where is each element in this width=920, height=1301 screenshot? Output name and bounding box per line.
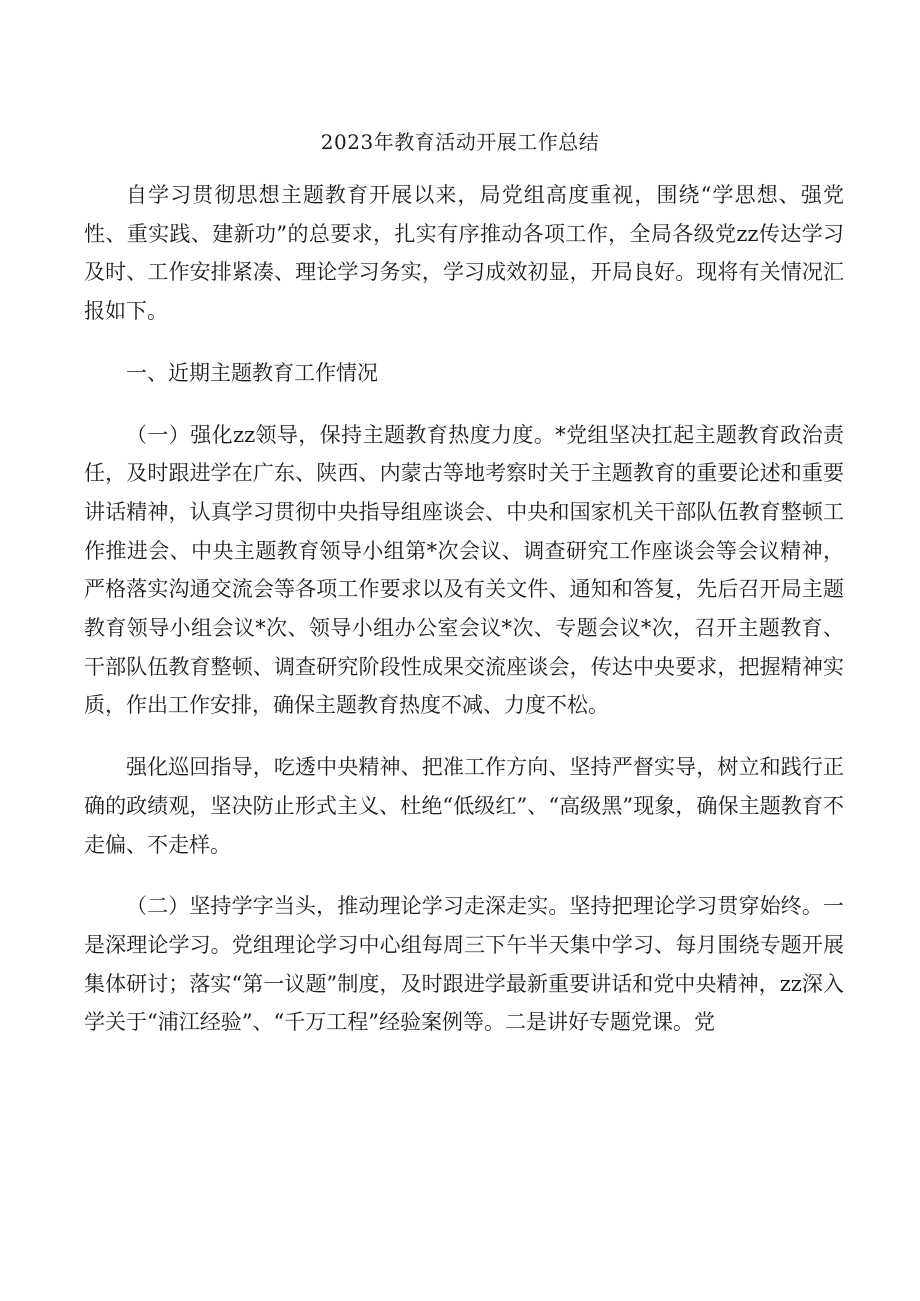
- section-heading-1: 一、近期主题教育工作情况: [126, 360, 378, 385]
- paragraph-intro: 自学习贯彻思想主题教育开展以来，局党组高度重视，围绕“学思想、强党性、重实践、建新功”的总要求，扎实有序推动各项工作，全局各级党zz传达学习及时、工作安排紧凑、理论学习务实，学习成效初显，开局良好。现将有关情况汇报如下。: [84, 183, 844, 324]
- paragraph-theory-study: （二）坚持学字当头，推动理论学习走深走实。坚持把理论学习贯穿始终。一是深理论学习。党组理论学习中心组每周三下午半天集中学习、每月围绕专题开展集体研讨；落实“第一议题”制度，及时跟进学最新重要讲话和党中央精神，zz深入学关于“浦江经验”、“千万工程”经验案例等。二是讲好专题党课。党: [84, 894, 844, 1035]
- document-body: [84, 176, 844, 1065]
- paragraph-inspection: 强化巡回指导，吃透中央精神、把准工作方向、坚持严督实导，树立和践行正确的政绩观，坚决防止形式主义、杜绝“低级红”、“高级黑”现象，确保主题教育不走偏、不走样。: [84, 755, 844, 857]
- paragraph-leadership: （一）强化zz领导，保持主题教育热度力度。*党组坚决扛起主题教育政治责任，及时跟进学在广东、陕西、内蒙古等地考察时关于主题教育的重要论述和重要讲话精神，认真学习贯彻中央指导组座谈会、中央和国家机关干部队伍教育整顿工作推进会、中央主题教育领导小组第*次会议、调查研究工作座谈会等会议精神，严格落实沟通交流会等各项工作要求以及有关文件、通知和答复，先后召开局主题教育领导小组会议*次、领导小组办公室会议*次、专题会议*次，召开主题教育、干部队伍教育整顿、调查研究阶段性成果交流座谈会，传达中央要求，把握精神实质，作出工作安排，确保主题教育热度不减、力度不松。: [84, 422, 844, 718]
- document-title: 2023年教育活动开展工作总结: [320, 130, 600, 154]
